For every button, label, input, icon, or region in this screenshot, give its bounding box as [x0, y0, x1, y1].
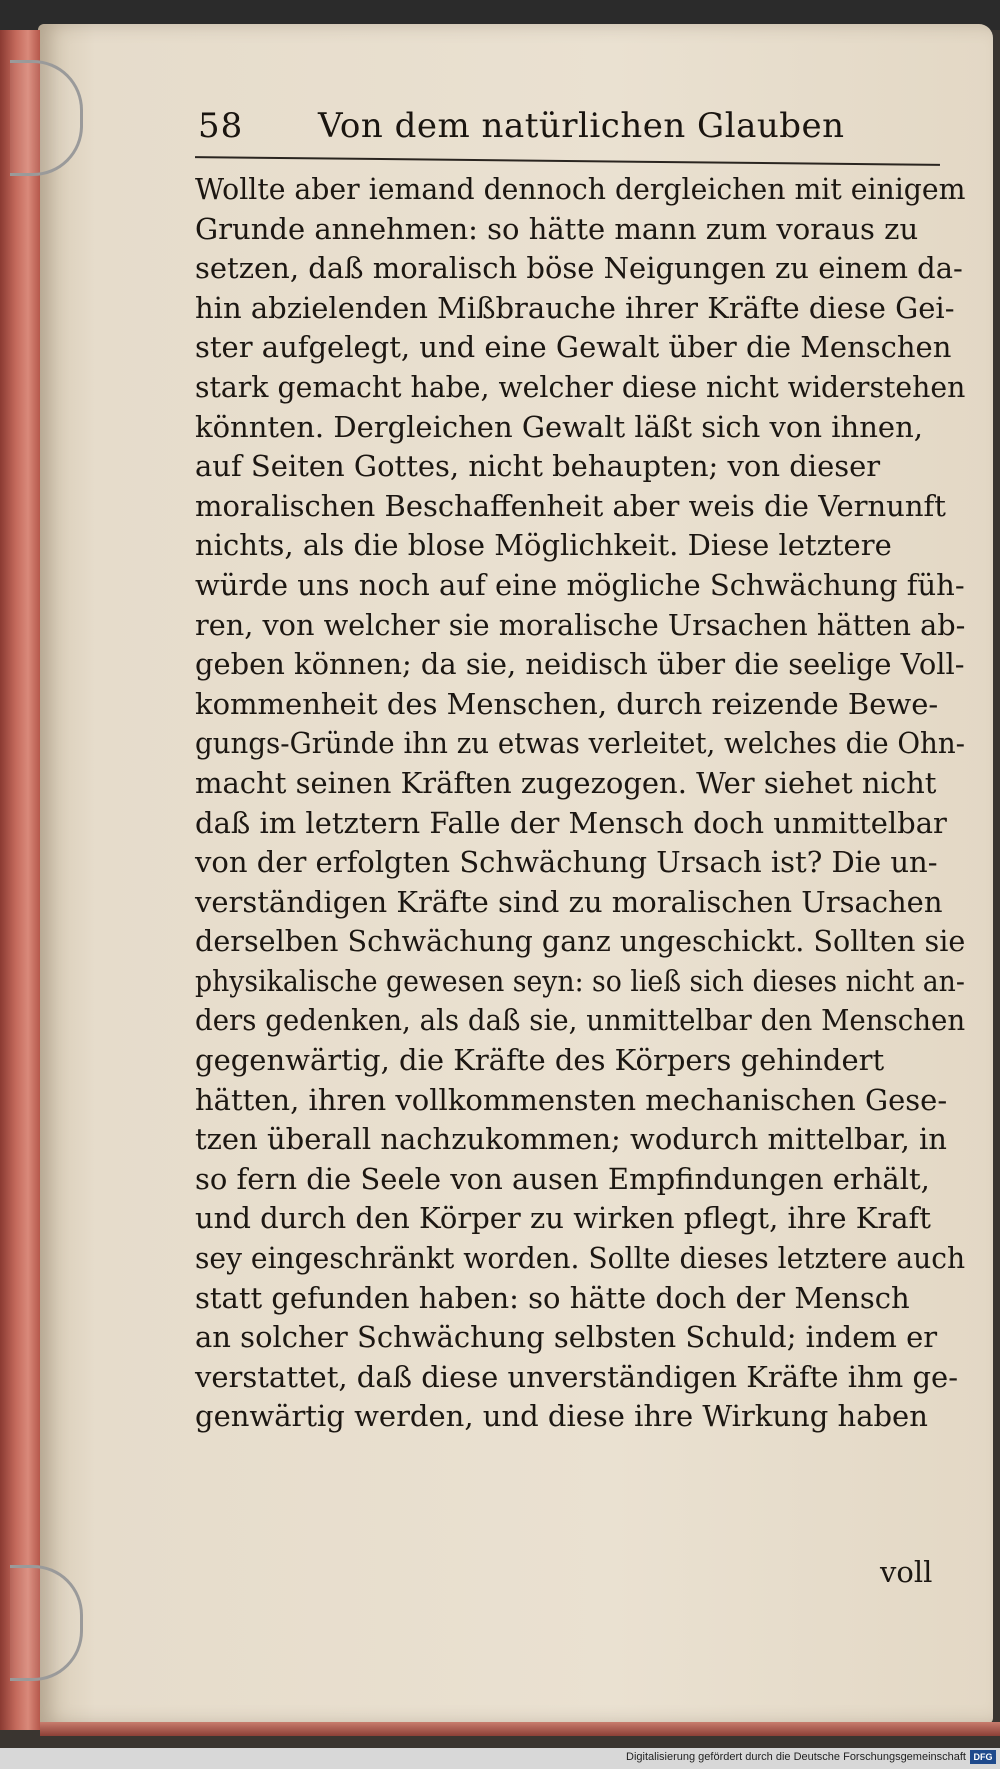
dfg-logo: DFG: [970, 1750, 996, 1764]
text-line: macht seinen Kräften zugezogen. Wer siehet nicht: [195, 765, 937, 800]
catchword: voll: [880, 1555, 933, 1589]
text-line: auf Seiten Gottes, nicht behaupten; von dieser: [195, 449, 881, 484]
digitization-credit: Digitalisierung gefördert durch die Deutsche Forschungsgemeinschaft: [626, 1751, 966, 1763]
body-text: [195, 170, 965, 1437]
text-line: setzen, daß moralisch böse Neigungen zu einem da-: [195, 251, 963, 286]
text-line: verständigen Kräfte sind zu moralischen Ursachen: [195, 884, 943, 919]
text-line: ders gedenken, als daß sie, unmittelbar den Menschen: [195, 1003, 966, 1038]
text-line: statt gefunden haben: so hätte doch der Mensch: [195, 1280, 910, 1315]
text-line: tzen überall nachzukommen; wodurch mittelbar, in: [195, 1122, 947, 1157]
text-line: an solcher Schwächung selbsten Schuld; indem er: [195, 1320, 938, 1355]
text-line: hin abzielenden Mißbrauche ihrer Kräfte diese Gei-: [195, 290, 955, 325]
text-line: gungs-Gründe ihn zu etwas verleitet, welches die Ohn-: [195, 726, 966, 761]
book-fore-edge: [0, 30, 40, 1730]
text-line: daß im letztern Falle der Mensch doch unmittelbar: [195, 805, 947, 840]
text-line: so fern die Seele von ausen Empfindungen erhält,: [195, 1161, 930, 1196]
text-line: gegenwärtig, die Kräfte des Körpers gehindert: [195, 1043, 885, 1078]
text-line: geben können; da sie, neidisch über die seelige Voll-: [195, 647, 965, 682]
text-line: physikalische gewesen seyn: so ließ sich dieses nicht an-: [195, 963, 965, 998]
text-line: sey eingeschränkt worden. Sollte dieses letztere auch: [195, 1241, 966, 1276]
text-line: Grunde annehmen: so hätte mann zum voraus zu: [195, 211, 919, 246]
text-line: nichts, als die blose Möglichkeit. Diese letztere: [195, 528, 892, 563]
text-line: und durch den Körper zu wirken pflegt, ihre Kraft: [195, 1201, 931, 1236]
text-line: moralischen Beschaffenheit aber weis die Vernunft: [195, 488, 946, 523]
page-header: [198, 100, 958, 150]
text-line: Wollte aber iemand dennoch dergleichen mit einigem: [195, 172, 966, 206]
text-line: würde uns noch auf eine mögliche Schwächung füh-: [195, 567, 965, 602]
page-number: 58: [198, 106, 244, 146]
text-line: von der erfolgten Schwächung Ursach ist? Die un-: [195, 845, 938, 880]
text-line: genwärtig werden, und diese ihre Wirkung haben: [195, 1399, 928, 1434]
text-line: ren, von welcher sie moralische Ursachen hätten ab-: [195, 607, 966, 642]
text-line: kommenheit des Menschen, durch reizende Bewe-: [195, 686, 939, 721]
text-line: ster aufgelegt, und eine Gewalt über die Menschen: [195, 330, 952, 365]
text-line: verstattet, daß diese unverständigen Kräfte ihm ge-: [195, 1359, 959, 1394]
text-line: derselben Schwächung ganz ungeschickt. Sollten sie: [195, 924, 966, 959]
book-bottom-edge: [40, 1722, 1000, 1736]
text-line: könnten. Dergleichen Gewalt läßt sich von ihnen,: [195, 409, 923, 444]
running-title: Von dem natürlichen Glauben: [318, 106, 845, 146]
text-line: stark gemacht habe, welcher diese nicht widerstehen: [195, 369, 966, 404]
text-line: hätten, ihren vollkommensten mechanischen Gese-: [195, 1082, 948, 1117]
